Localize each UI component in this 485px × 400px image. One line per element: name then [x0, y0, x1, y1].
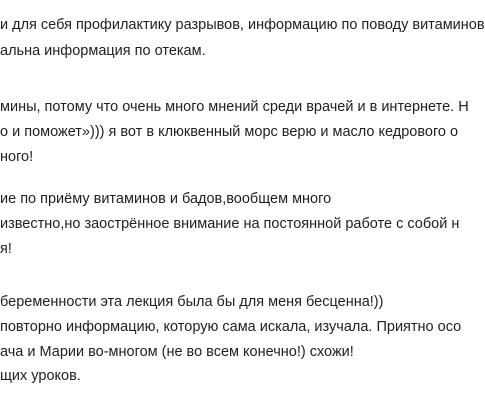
text-line: альна информация по отекам.: [0, 43, 206, 59]
text-line: ного!: [0, 149, 34, 165]
text-line: я!: [0, 241, 12, 257]
text-line: беременности эта лекция была бы для меня бесценна!)): [0, 294, 384, 310]
text-line: мины, потому что очень много мнений среди врачей и в интернете. Н: [0, 99, 469, 115]
text-line: известно,но заострённое внимание на постоянной работе с собой н: [0, 216, 460, 232]
text-line: и для себя профилактику разрывов, информацию по поводу витаминов: [0, 17, 485, 33]
text-line: повторно информацию, которую сама искала, изучала. Приятно осо: [0, 319, 462, 335]
text-line: о и поможет»))) я вот в клюквенный морс верю и масло кедрового о: [0, 124, 459, 140]
text-line: щих уроков.: [0, 368, 81, 384]
text-line: ача и Марии во-многом (не во всем конечно!) схожи!: [0, 344, 354, 360]
text-line: ие по приёму витаминов и бадов,вообщем много: [0, 191, 332, 207]
